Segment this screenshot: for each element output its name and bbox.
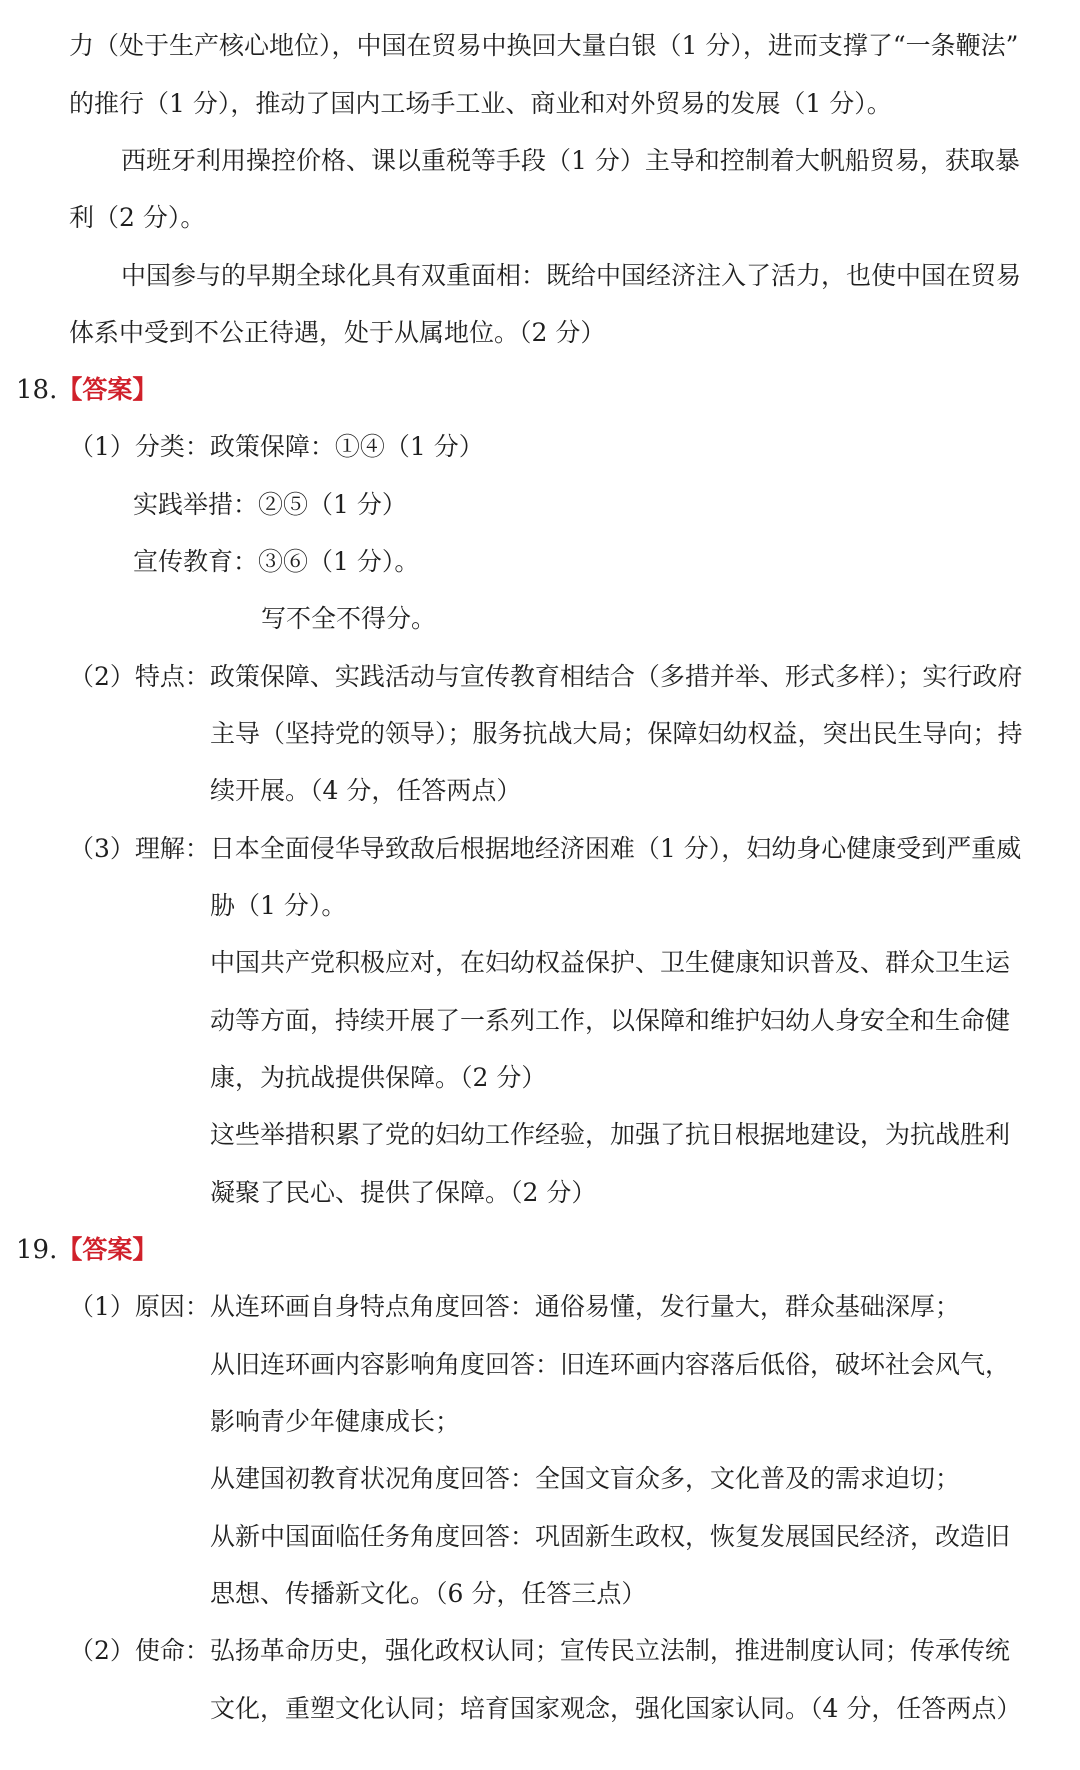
answer-tag: 【答案】 — [57, 1235, 158, 1264]
text-line: 写不全不得分。 — [261, 604, 437, 633]
text-line: 中国参与的早期全球化具有双重面相：既给中国经济注入了活力，也使中国在贸易 — [121, 261, 1022, 290]
text-line: 实践举措：②⑤（1 分） — [133, 490, 407, 519]
text-line: 文化，重塑文化认同；培育国家观念，强化国家认同。（4 分，任答两点） — [210, 1694, 1022, 1723]
text-line: 胁（1 分）。 — [210, 891, 347, 920]
text-line: 凝聚了民心、提供了保障。（2 分） — [210, 1178, 597, 1207]
text-line: 康，为抗战提供保障。（2 分） — [210, 1063, 547, 1092]
question-heading — [16, 1230, 157, 1270]
text-line: 的推行（1 分），推动了国内工场手工业、商业和对外贸易的发展（1 分）。 — [69, 89, 892, 118]
text-line: 力（处于生产核心地位），中国在贸易中换回大量白银（1 分），进而支撑了“一条鞭法” — [69, 31, 1019, 60]
text-line: 主导（坚持党的领导）；服务抗战大局；保障妇幼权益，突出民生导向；持 — [210, 719, 1023, 748]
text-line: 宣传教育：③⑥（1 分）。 — [133, 547, 420, 576]
text-line: 体系中受到不公正待遇，处于从属地位。（2 分） — [69, 318, 606, 347]
text-line: 从新中国面临任务角度回答：巩固新生政权，恢复发展国民经济，改造旧 — [210, 1522, 1011, 1551]
text-line: 动等方面，持续开展了一系列工作，以保障和维护妇幼人身安全和生命健 — [210, 1006, 1011, 1035]
text-line: 续开展。（4 分，任答两点） — [210, 776, 522, 805]
text-line: 利（2 分）。 — [69, 203, 206, 232]
text-line: 思想、传播新文化。（6 分，任答三点） — [210, 1579, 647, 1608]
text-line: （1）原因：从连环画自身特点角度回答：通俗易懂，发行量大，群众基础深厚； — [69, 1292, 960, 1321]
question-number: 19. — [16, 1235, 58, 1265]
text-line: （2）特点：政策保障、实践活动与宣传教育相结合（多措并举、形式多样）；实行政府 — [69, 662, 1023, 691]
text-line: （2）使命：弘扬革命历史，强化政权认同；宣传民立法制，推进制度认同；传承传统 — [69, 1636, 1010, 1665]
text-line: 这些举措积累了党的妇幼工作经验，加强了抗日根据地建设，为抗战胜利 — [210, 1120, 1011, 1149]
question-number: 18. — [16, 375, 58, 405]
answer-tag: 【答案】 — [57, 375, 158, 404]
text-line: （1）分类：政策保障：①④（1 分） — [69, 432, 484, 461]
text-line: （3）理解：日本全面侵华导致敌后根据地经济困难（1 分），妇幼身心健康受到严重威 — [69, 834, 1022, 863]
text-line: 从旧连环画内容影响角度回答：旧连环画内容落后低俗，破坏社会风气， — [210, 1350, 1011, 1379]
question-heading — [16, 370, 157, 410]
text-line: 影响青少年健康成长； — [210, 1407, 461, 1436]
text-line: 从建国初教育状况角度回答：全国文盲众多，文化普及的需求迫切； — [210, 1464, 961, 1493]
text-line: 中国共产党积极应对，在妇幼权益保护、卫生健康知识普及、群众卫生运 — [210, 948, 1011, 977]
text-line: 西班牙利用操控价格、课以重税等手段（1 分）主导和控制着大帆船贸易，获取暴 — [121, 146, 1020, 175]
